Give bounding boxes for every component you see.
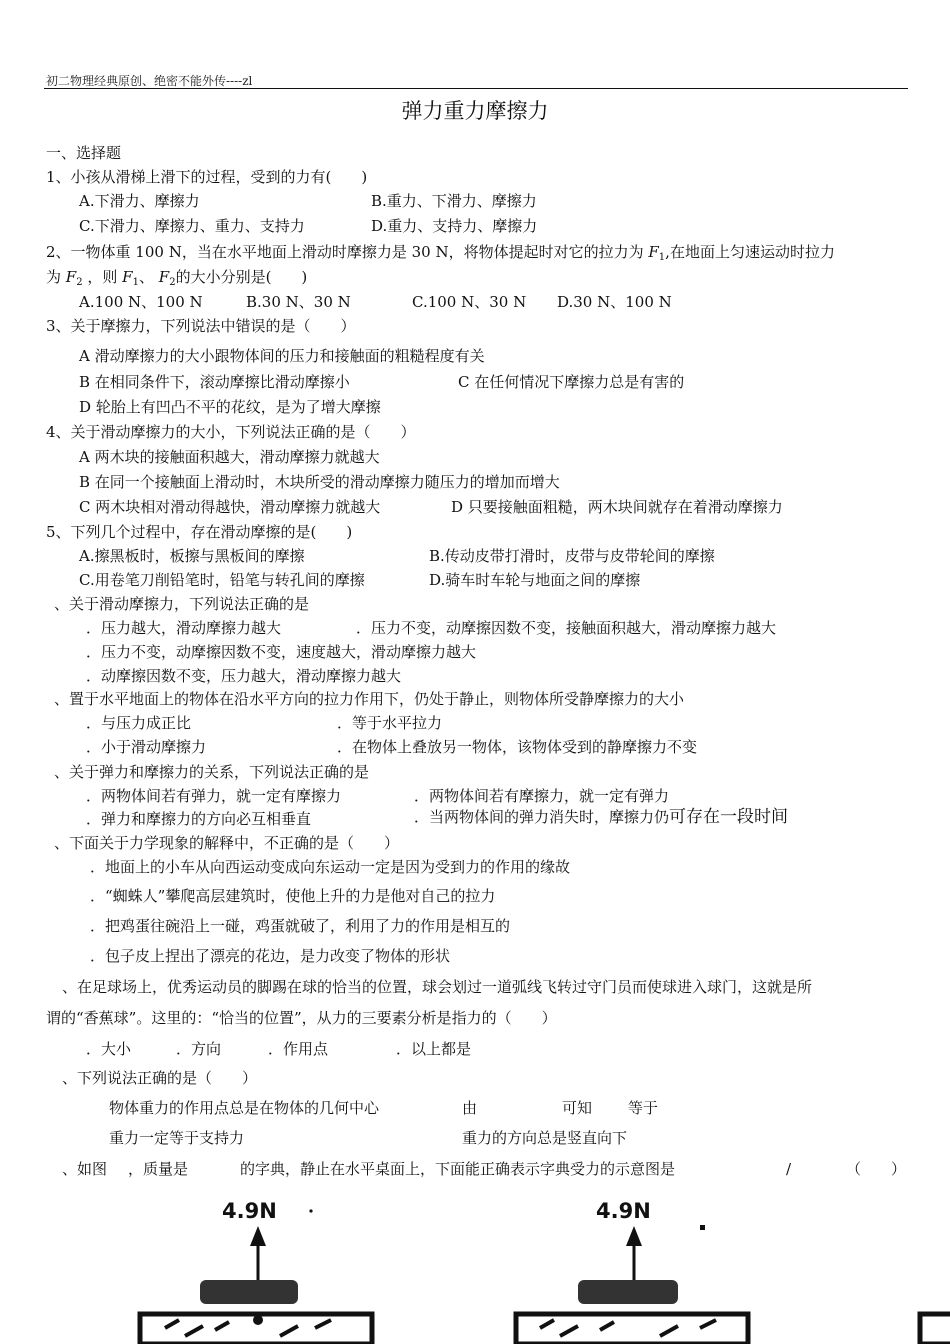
- force-label-b: 4.9N: [596, 1199, 651, 1223]
- page-title: 弹力重力摩擦力: [401, 99, 549, 123]
- q7-option-c: ．小于滑动摩擦力: [86, 738, 207, 756]
- q9-stem: 、下面关于力学现象的解释中，不正确的是（ ）: [54, 834, 400, 852]
- q9-option-b: ．“蜘蛛人”攀爬高层建筑时，使他上升的力是他对自己的拉力: [90, 887, 496, 905]
- q12-stem-part2: ，质量是: [128, 1160, 189, 1178]
- page-header: 初二物理经典原创、绝密不能外传----zl: [46, 74, 253, 88]
- q9-option-d: ．包子皮上捏出了漂亮的花边，是力改变了物体的形状: [90, 947, 451, 965]
- q1-option-a: A.下滑力、摩擦力: [79, 192, 200, 210]
- q6-option-b: ．压力不变，动摩擦因数不变，接触面积越大，滑动摩擦力越大: [356, 619, 777, 637]
- q12-stem-part1: 、如图: [62, 1160, 108, 1178]
- contact-point-a: [253, 1315, 263, 1325]
- q2-stem-line2: 为 $F_2$ ，则 $F_1$、 $F_2$的大小分别是( ): [46, 268, 308, 288]
- q3-option-c: C 在任何情况下摩擦力总是有害的: [458, 373, 685, 391]
- q12-stem-part3: 的字典，静止在水平桌面上，下面能正确表示字典受力的示意图是: [240, 1160, 676, 1178]
- q4-option-c: C 两木块相对滑动得越快，滑动摩擦力就越大: [79, 498, 381, 516]
- q7-option-b: ．等于水平拉力: [337, 714, 443, 732]
- arrowhead-a: [250, 1226, 266, 1246]
- q1-option-b: B.重力、下滑力、摩擦力: [371, 192, 537, 210]
- q2-stem-line1: 2、一物体重 100 N，当在水平地面上滑动时摩擦力是 30 N，将物体提起时对它的拉力为 $F_1$,在地面上匀速运动时拉力: [46, 243, 835, 263]
- q1-option-d: D.重力、支持力、摩擦力: [371, 217, 538, 235]
- speck: [309, 1209, 312, 1212]
- q5-option-b: B.传动皮带打滑时，皮带与皮带轮间的摩擦: [429, 547, 715, 565]
- q11-option-c: 重力一定等于支持力: [109, 1129, 245, 1147]
- q11-option-a: 物体重力的作用点总是在物体的几何中心: [109, 1099, 380, 1117]
- q2-option-d: D.30 N、100 N: [557, 293, 672, 311]
- q6-option-a: ．压力越大，滑动摩擦力越大: [86, 619, 282, 637]
- q11-stem: 、下列说法正确的是（ ）: [62, 1069, 258, 1087]
- dictionary-block-a: [200, 1280, 298, 1304]
- q2-option-a: A.100 N、100 N: [79, 293, 203, 311]
- q6-stem: 、关于滑动摩擦力，下列说法正确的是: [54, 595, 310, 613]
- q3-option-b: B 在相同条件下，滚动摩擦比滑动摩擦小: [79, 373, 350, 391]
- q8-option-c: ．弹力和摩擦力的方向必互相垂直: [86, 810, 312, 828]
- q8-option-a: ．两物体间若有弹力，就一定有摩擦力: [86, 787, 342, 805]
- q11-option-b-part1: 由: [462, 1099, 478, 1117]
- q6-option-d: ．动摩擦因数不变，压力越大，滑动摩擦力越大: [86, 667, 402, 685]
- q6-option-c: ．压力不变，动摩擦因数不变，速度越大，滑动摩擦力越大: [86, 643, 477, 661]
- q3-stem: 3、关于摩擦力，下列说法中错误的是（ ）: [46, 317, 356, 335]
- diagram-c-partial: [920, 1314, 950, 1344]
- q10-option-d: ．以上都是: [396, 1040, 472, 1058]
- q9-option-a: ．地面上的小车从向西运动变成向东运动一定是因为受到力的作用的缘故: [90, 858, 571, 876]
- q4-option-a: A 两木块的接触面积越大，滑动摩擦力就越大: [79, 448, 380, 466]
- q5-stem: 5、下列几个过程中，存在滑动摩擦的是( ): [46, 523, 353, 541]
- q8-option-d: ．当两物体间的弹力消失时，摩擦力仍可存在一段时间: [414, 807, 789, 827]
- arrowhead-b: [626, 1226, 642, 1246]
- table-top-c: [920, 1314, 950, 1344]
- force-label-a: 4.9N: [222, 1199, 277, 1223]
- q11-option-b-part2: 可知: [562, 1099, 593, 1117]
- q10-option-c: ．作用点: [268, 1040, 329, 1058]
- q4-option-d: D 只要接触面粗糙，两木块间就存在着滑动摩擦力: [451, 498, 783, 516]
- q7-option-a: ．与压力成正比: [86, 714, 192, 732]
- table-top-b: [516, 1314, 748, 1344]
- diagram-a: [140, 1199, 372, 1344]
- q5-option-c: C.用卷笔刀削铅笔时，铅笔与转孔间的摩擦: [79, 571, 365, 589]
- q7-stem: 、置于水平地面上的物体在沿水平方向的拉力作用下，仍处于静止，则物体所受静摩擦力的大小: [54, 690, 685, 708]
- q8-stem: 、关于弹力和摩擦力的关系，下列说法正确的是: [54, 763, 370, 781]
- q4-option-b: B 在同一个接触面上滑动时，木块所受的滑动摩擦力随压力的增加而增大: [79, 473, 560, 491]
- q10-stem-line1: 、在足球场上，优秀运动员的脚踢在球的恰当的位置，球会划过一道弧线飞转过守门员而使球进入球门，这就是所: [62, 978, 813, 996]
- q2-option-b: B.30 N、30 N: [246, 293, 351, 311]
- q2-option-c: C.100 N、30 N: [412, 293, 527, 311]
- q5-option-d: D.骑车时车轮与地面之间的摩擦: [429, 571, 641, 589]
- header-rule: [44, 88, 908, 89]
- speck: [700, 1225, 705, 1230]
- q4-stem: 4、关于滑动摩擦力的大小，下列说法正确的是（ ）: [46, 423, 416, 441]
- q5-option-a: A.擦黑板时，板擦与黑板间的摩擦: [79, 547, 305, 565]
- diagram-b: [516, 1199, 748, 1344]
- q3-option-a: A 滑动摩擦力的大小跟物体间的压力和接触面的粗糙程度有关: [79, 347, 485, 365]
- q1-stem: 1、小孩从滑梯上滑下的过程，受到的力有( ): [46, 168, 368, 186]
- q8-option-b: ．两物体间若有摩擦力，就一定有弹力: [414, 787, 670, 805]
- q9-option-c: ．把鸡蛋往碗沿上一碰，鸡蛋就破了，利用了力的作用是相互的: [90, 917, 511, 935]
- section-heading: 一、选择题: [46, 144, 122, 162]
- q12-slash: /: [786, 1160, 792, 1178]
- dictionary-block-b: [578, 1280, 678, 1304]
- force-diagram-figure: [0, 1190, 950, 1344]
- q1-option-c: C.下滑力、摩擦力、重力、支持力: [79, 217, 305, 235]
- q3-option-d: D 轮胎上有凹凸不平的花纹，是为了增大摩擦: [79, 398, 381, 416]
- q10-stem-line2: 谓的“香蕉球”。这里的：“恰当的位置”，从力的三要素分析是指力的（ ）: [46, 1009, 557, 1027]
- q7-option-d: ．在物体上叠放另一物体，该物体受到的静摩擦力不变: [337, 738, 698, 756]
- q10-option-a: ．大小: [86, 1040, 132, 1058]
- q12-answer-paren: （ ）: [846, 1160, 907, 1178]
- q11-option-d: 重力的方向总是竖直向下: [462, 1129, 628, 1147]
- q11-option-b-part3: 等于: [628, 1099, 659, 1117]
- q10-option-b: ．方向: [176, 1040, 222, 1058]
